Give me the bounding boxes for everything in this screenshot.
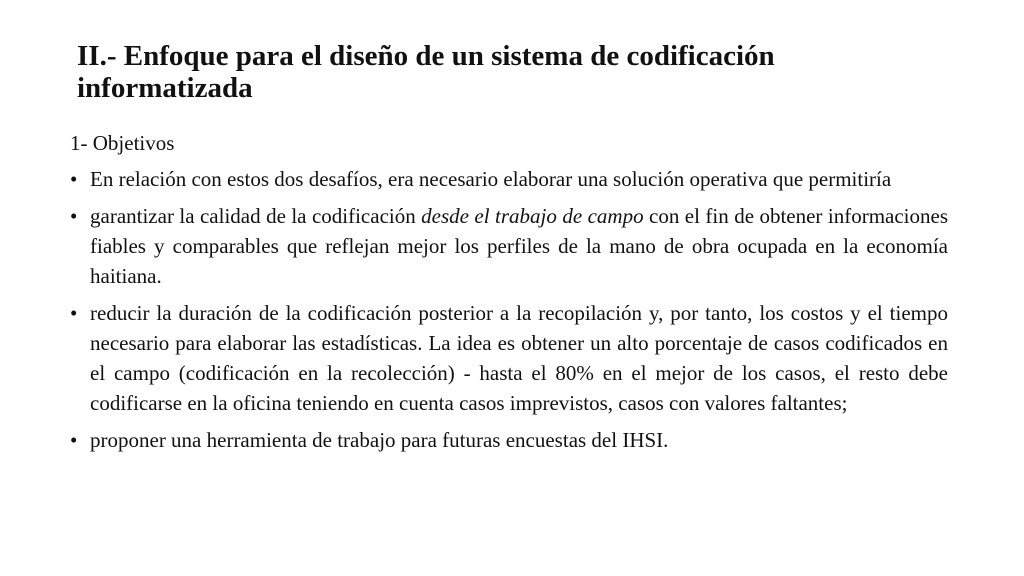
bullet-item-1 <box>70 164 948 194</box>
bullet-text: En relación con estos dos desafíos, era necesario elaborar una solución operativa que permitiría <box>90 167 892 191</box>
bullet-text-emphasis: desde el trabajo de campo <box>421 204 644 228</box>
bullet-item-3 <box>70 298 948 418</box>
bullet-item-4 <box>70 425 948 455</box>
slide-title: II.- Enfoque para el diseño de un sistema de codificación informatizada <box>77 40 775 104</box>
bullet-text: proponer una herramienta de trabajo para futuras encuestas del IHSI. <box>90 428 669 452</box>
bullet-text: reducir la duración de la codificación posterior a la recopilación y, por tanto, los costos y el tiempo necesario para elaborar las estadísticas. La idea es obtener un alto porcentaje de casos codificados en el campo (codificación en la recolección) - hasta el 80% en el mejor de los casos, el resto debe codificarse en la oficina teniendo en cuenta casos imprevistos, casos con valores faltantes; <box>90 301 948 415</box>
slide-content <box>70 128 948 462</box>
bullet-text-end: con el fin de obtener informaciones fiables y comparables que reflejan mejor los perfiles de la mano de obra ocupada en la economía haitiana. <box>90 204 949 288</box>
bullet-item-2 <box>70 201 948 291</box>
bullet-text-start: garantizar la calidad de la codificación <box>90 204 422 228</box>
section-subheading: 1- Objetivos <box>70 131 175 155</box>
bullet-list <box>70 164 948 455</box>
bullet-icon: • <box>70 204 78 228</box>
bullet-icon: • <box>70 167 78 191</box>
bullet-icon: • <box>70 301 78 325</box>
bullet-icon: • <box>70 428 78 452</box>
